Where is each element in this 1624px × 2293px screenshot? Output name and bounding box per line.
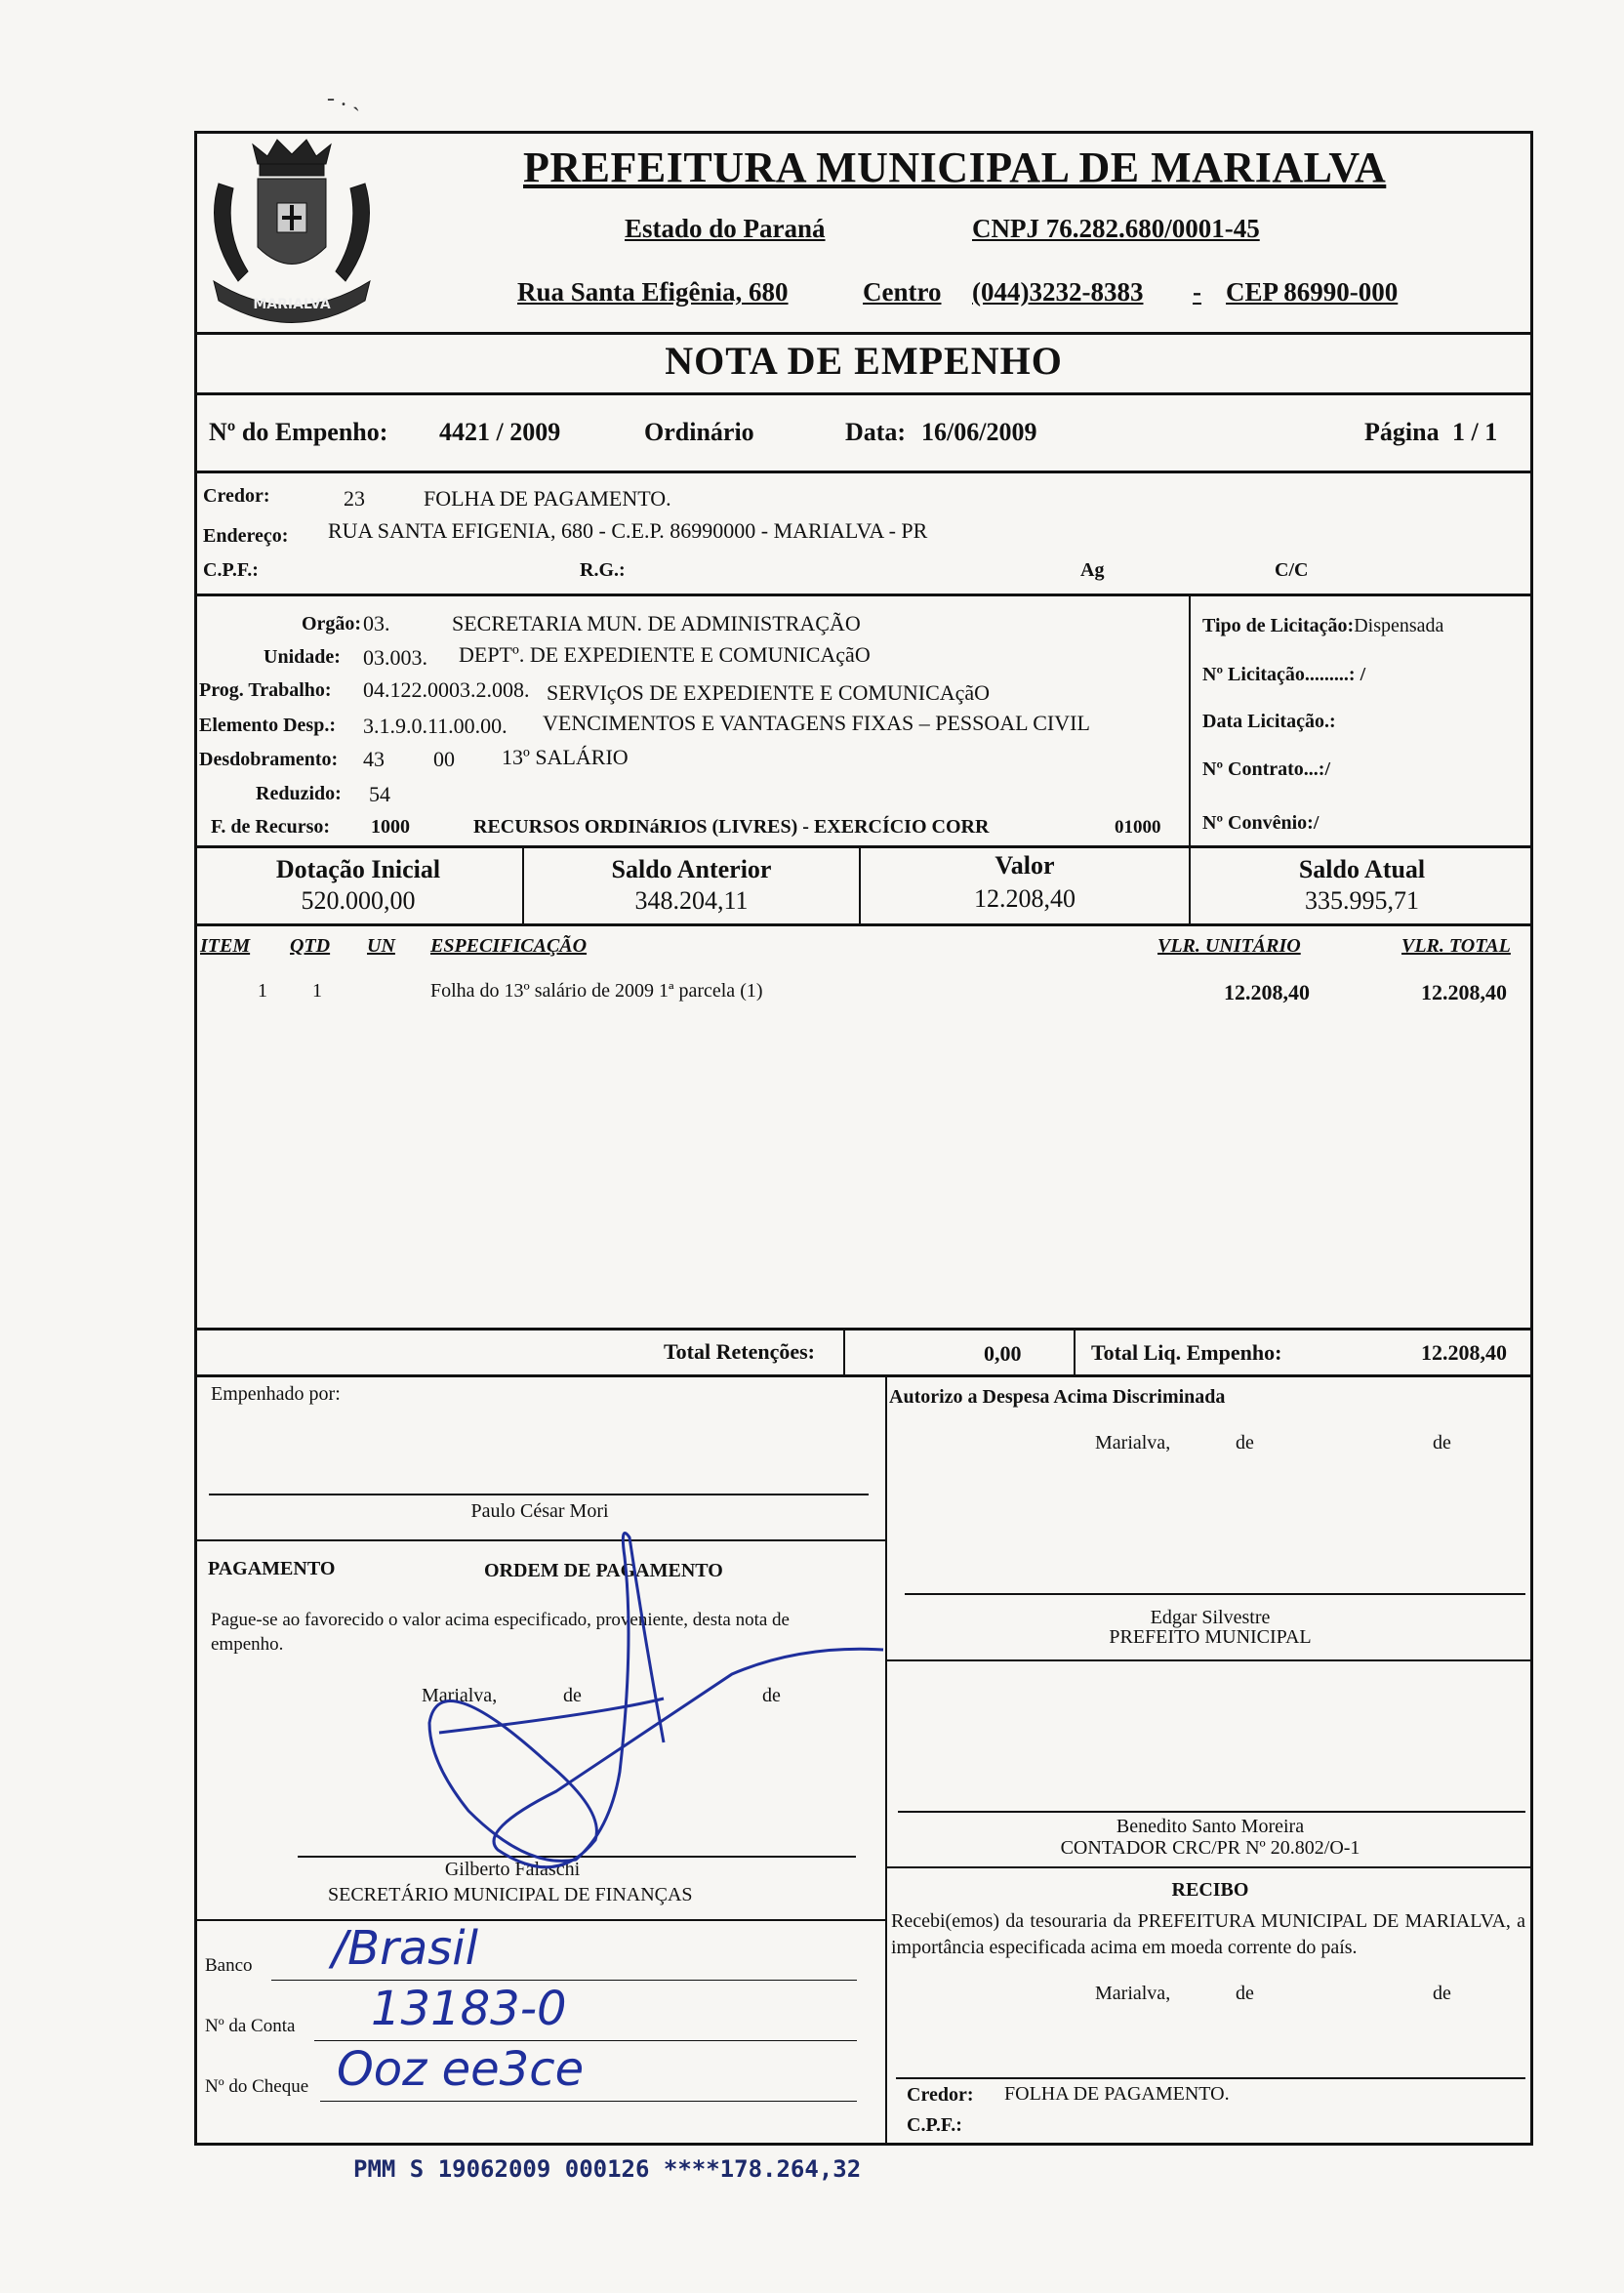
signature-line — [905, 1593, 1525, 1595]
conta-value: 13183-0 — [371, 1982, 567, 2036]
divider — [194, 471, 1533, 473]
phone: (044)3232-8383 — [972, 277, 1144, 307]
municipal-crest-icon — [199, 135, 385, 340]
date-label: Data: — [845, 418, 907, 446]
autorizo-cidade: Marialva, — [1095, 1432, 1171, 1454]
empenhado-label: Empenhado por: — [211, 1383, 341, 1405]
unidade-label: Unidade: — [264, 646, 341, 668]
saldo-atual-label: Saldo Atual — [1298, 855, 1426, 883]
ordem-pagamento-label: ORDEM DE PAGAMENTO — [484, 1560, 723, 1581]
district: Centro — [863, 277, 942, 307]
dotacao-inicial-value: 520.000,00 — [301, 886, 416, 915]
col-header-vlr-total: VLR. TOTAL — [1401, 935, 1511, 957]
endereco-label: Endereço: — [203, 525, 289, 547]
signature-line — [898, 1811, 1525, 1813]
banco-value: /Brasil — [332, 1921, 478, 1976]
pagamento-de1: de — [563, 1685, 582, 1706]
signature-line — [209, 1494, 869, 1495]
desdobramento-b: 00 — [433, 747, 455, 771]
row-especificacao: Folha do 13º salário de 2009 1ª parcela (1) — [430, 980, 763, 1002]
licitacao-tipo-value: Dispensada — [1354, 615, 1444, 636]
page-title: PREFEITURA MUNICIPAL DE MARIALVA — [523, 143, 1387, 191]
secretario-nome: Gilberto Falaschi — [444, 1859, 581, 1880]
state-name: Estado do Paraná — [625, 214, 826, 243]
empenhado-nome: Paulo César Mori — [470, 1500, 609, 1522]
cep: CEP 86990-000 — [1226, 277, 1399, 307]
recibo-credor-label: Credor: — [907, 2084, 974, 2106]
endereco: RUA SANTA EFIGENIA, 680 - C.E.P. 86990000 - MARIALVA - PR — [328, 518, 928, 543]
liquido-label: Total Liq. Empenho: — [1091, 1340, 1282, 1365]
licitacao-contrato: Nº Contrato...:/ — [1202, 758, 1331, 780]
cashier-stamp: PMM S 19062009 000126 ****178.264,32 — [353, 2155, 862, 2183]
recibo-texto: Recebi(emos) da tesouraria da PREFEITURA MUNICIPAL DE MARIALVA, a importância especificada acima em moeda corrente do país. — [891, 1910, 1525, 1958]
valor-label: Valor — [995, 851, 1055, 880]
divider — [194, 845, 1533, 848]
elemento-code: 3.1.9.0.11.00.00. — [363, 714, 508, 738]
signature-line — [896, 2077, 1525, 2079]
col-header-qtd: QTD — [290, 935, 331, 957]
pagamento-cidade: Marialva, — [422, 1685, 498, 1706]
col-header-vlr-unitario: VLR. UNITÁRIO — [1157, 935, 1301, 957]
conta-label: Nº da Conta — [205, 2016, 296, 2036]
row-vlr-unitario: 12.208,40 — [1224, 980, 1310, 1004]
rg-label: R.G.: — [580, 559, 626, 581]
dotacao-inicial-label: Dotação Inicial — [275, 855, 441, 883]
elemento-name: VENCIMENTOS E VANTAGENS FIXAS – PESSOAL CIVIL — [543, 711, 1090, 735]
unidade-name: DEPTº. DE EXPEDIENTE E COMUNICAçãO — [459, 642, 871, 667]
orgao-code: 03. — [363, 611, 390, 635]
autorizo-label: Autorizo a Despesa Acima Discriminada — [889, 1386, 1226, 1408]
empenho-label: Nº do Empenho: — [209, 418, 388, 446]
col-header-un: UN — [367, 935, 395, 957]
saldo-atual-value: 335.995,71 — [1305, 886, 1419, 915]
secretario-cargo: SECRETÁRIO MUNICIPAL DE FINANÇAS — [328, 1884, 693, 1905]
field-line — [320, 2101, 857, 2102]
recurso-label: F. de Recurso: — [211, 816, 331, 838]
scan-mark: - . ˎ — [327, 86, 360, 111]
reduzido: 54 — [369, 782, 390, 806]
divider — [885, 1659, 1533, 1661]
contador-nome: Benedito Santo Moreira — [1116, 1816, 1305, 1837]
prog-label: Prog. Trabalho: — [199, 679, 332, 701]
row-qtd: 1 — [312, 980, 322, 1002]
field-line — [271, 1980, 857, 1981]
divider — [194, 1919, 885, 1921]
prog-code: 04.122.0003.2.008. — [363, 677, 530, 702]
divider — [194, 1374, 1533, 1377]
recurso-ref: 01000 — [1115, 817, 1161, 838]
divider — [194, 392, 1533, 395]
liquido-value: 12.208,40 — [1421, 1340, 1507, 1365]
desdobramento-name: 13º SALÁRIO — [502, 745, 629, 769]
desdobramento-a: 43 — [363, 747, 385, 771]
ag-label: Ag — [1080, 559, 1105, 581]
col-header-especificacao: ESPECIFICAÇÃO — [430, 935, 588, 957]
saldo-anterior-label: Saldo Anterior — [611, 855, 772, 883]
retencoes-label: Total Retenções: — [664, 1339, 815, 1364]
empenho-type: Ordinário — [644, 418, 754, 446]
empenho-date: 16/06/2009 — [921, 418, 1037, 446]
licitacao-data: Data Licitação.: — [1202, 711, 1336, 732]
page-label: Página — [1364, 418, 1440, 446]
licitacao-convenio: Nº Convênio:/ — [1202, 812, 1320, 834]
cc-label: C/C — [1275, 559, 1309, 581]
orgao-label: Orgão: — [302, 613, 362, 635]
licitacao-numero: Nº Licitação.........: / — [1202, 664, 1366, 685]
recibo-de2: de — [1433, 1983, 1451, 2004]
prefeito-nome: Edgar Silvestre — [1150, 1607, 1271, 1628]
unidade-code: 03.003. — [363, 645, 427, 670]
licitacao-tipo — [1202, 615, 1443, 637]
banco-label: Banco — [205, 1955, 253, 1976]
divider — [194, 332, 1533, 335]
elemento-label: Elemento Desp.: — [199, 715, 336, 736]
divider — [194, 594, 1533, 596]
prog-name: SERVIçOS DE EXPEDIENTE E COMUNICAçãO — [547, 680, 991, 705]
prefeito-cargo: PREFEITO MUNICIPAL — [1109, 1626, 1312, 1648]
row-vlr-total: 12.208,40 — [1421, 980, 1507, 1004]
field-line — [314, 2040, 857, 2041]
cheque-label: Nº do Cheque — [205, 2076, 309, 2097]
separator: - — [1193, 277, 1201, 307]
empenho-number: 4421 / 2009 — [439, 418, 561, 446]
autorizo-de2: de — [1433, 1432, 1451, 1454]
contador-cargo: CONTADOR CRC/PR Nº 20.802/O-1 — [1060, 1837, 1360, 1859]
divider — [1189, 594, 1191, 847]
saldo-anterior-value: 348.204,11 — [634, 886, 749, 915]
cpf-label: C.P.F.: — [203, 559, 259, 581]
recibo-credor-nome: FOLHA DE PAGAMENTO. — [1004, 2083, 1230, 2105]
divider — [194, 1328, 1533, 1331]
document-title: NOTA DE EMPENHO — [665, 339, 1063, 383]
divider — [885, 1866, 1533, 1868]
divider — [843, 1328, 845, 1374]
reduzido-label: Reduzido: — [256, 783, 342, 804]
row-item: 1 — [258, 980, 267, 1002]
divider — [1074, 1328, 1076, 1374]
recibo-cpf-label: C.P.F.: — [907, 2114, 962, 2136]
valor-value: 12.208,40 — [974, 884, 1076, 913]
recibo-de1: de — [1236, 1983, 1254, 2004]
pagamento-texto: Pague-se ao favorecido o valor acima especificado, proveniente, desta nota de empenho. — [211, 1610, 790, 1655]
recibo-cidade: Marialva, — [1095, 1983, 1171, 2004]
retencoes-value: 0,00 — [984, 1341, 1022, 1366]
divider — [194, 923, 1533, 926]
page-number: 1 / 1 — [1452, 418, 1498, 446]
col-header-item: ITEM — [200, 935, 251, 957]
address: Rua Santa Efigênia, 680 — [517, 277, 789, 307]
orgao-name: SECRETARIA MUN. DE ADMINISTRAÇÃO — [452, 611, 861, 635]
credor-label: Credor: — [203, 485, 270, 507]
recurso-code: 1000 — [371, 816, 410, 838]
crest-text: MARIALVA — [253, 297, 331, 312]
recurso-name: RECURSOS ORDINáRIOS (LIVRES) - EXERCÍCIO CORR — [473, 816, 990, 838]
credor-code: 23 — [344, 486, 365, 511]
cheque-value: Ooz ee3ce — [337, 2042, 585, 2097]
autorizo-de1: de — [1236, 1432, 1254, 1454]
cnpj: CNPJ 76.282.680/0001-45 — [972, 214, 1260, 243]
pagamento-de2: de — [762, 1685, 781, 1706]
credor-name: FOLHA DE PAGAMENTO. — [424, 486, 671, 511]
desdobramento-label: Desdobramento: — [199, 749, 339, 770]
pagamento-label: PAGAMENTO — [208, 1558, 336, 1579]
licitacao-tipo-label: Tipo de Licitação: — [1202, 615, 1355, 636]
recibo-label: RECIBO — [1171, 1879, 1249, 1901]
handwritten-signature — [410, 1518, 898, 1889]
